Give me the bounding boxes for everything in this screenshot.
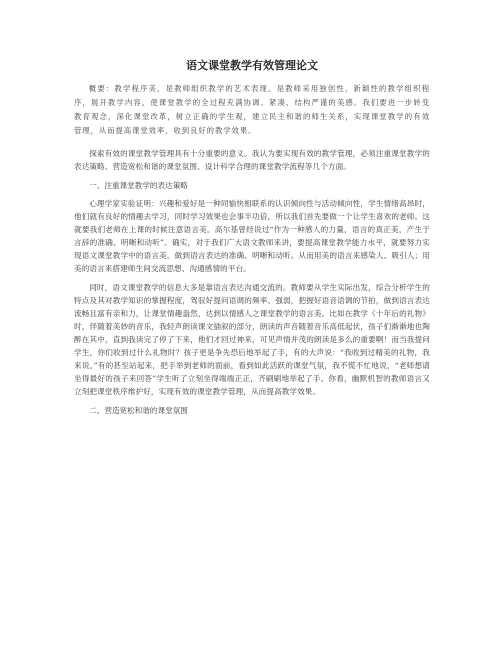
- document-title: 语文课堂教学有效管理论文: [186, 59, 318, 72]
- intro-paragraph: 探索有效的课堂教学管理具有十分重要的意义。我认为要实现有效的教学管理，必须注重课堂教学的表达策略、营造宽松和谐的课堂氛围、设计科学合理的课堂教学流程等几个方面。: [74, 149, 430, 171]
- section-heading-1: 一、注重课堂教学的表达策略: [89, 181, 188, 190]
- section-1-paragraph-1: 心理学家实验证明：兴趣和爱好是一种同愉快相联系的认识倾向性与活动倾向性，学生情绪高昂时，他们就有良好的情趣去学习，同时学习效果也会事半功倍，所以我们首先要做一个让学生喜欢的老师。这就要我们老师在上课的时候注意语言美。高尔基曾经说过“作为一种感人的力量，语言的真正美，产生于言辞的准确、明晰和动听”。确实，对于我们广大语文教师来讲，要提高课堂教学能力水平，就要努力实现语文课堂教学中的语言美。做到语言表达的准确、明晰和动听。从而用美的语言来感染人、吸引人；用美的语言来搭建师生间交流思想、沟通感情的平台。: [74, 199, 430, 273]
- abstract-paragraph: 概要：教学程序美，是教师组织教学的艺术表现。是教师采用独创性，新颖性的教学组织程序，展开教学内容，使课堂教学的全过程充满协调、紧凑、结构严谨的美感。我们要进一步转变教育观念，深化课堂改革，树立正确的学生观，建立民主和谐的师生关系，实现课堂教学的有效管理，从而提高课堂效率，收到良好的教学效果。: [74, 84, 430, 135]
- section-heading-2: 二、营造宽松和谐的课堂氛围: [89, 406, 188, 415]
- section-1-paragraph-2: 同时，语文课堂教学的信息大多是靠语言表达沟通交流的。教师要从学生实际出发，综合分析学生的特点及其对教学知识的掌握程度，驾驭好提问语调的频率、强弱，把握好语音语调的节拍，做到语言表达流畅且富有亲和力，让课堂情趣盎然，达到以情感人之课堂教学的语言美。比如在教学《十年后的礼物》时，伴随着美妙的音乐，我轻声朗读课文插叙的部分，朗读的声音随着音乐高低起伏，孩子们渐渐地也陶醉在其中，直到我读完了停了下来，他们才回过神来，可见声情并茂的朗读是多么的重要啊！而当我提问学生，你们收到过什么礼物时？孩子更是争先恐后地举起了手，有的大声说：“我收到过精美的礼物，我来说。”有的甚至站起来，把手举到老师的面前，看到如此活跃的课堂气氛，我不慌不忙地说，“老师想请坐得最好的孩子来回答”学生听了立刻坐得端端正正，齐刷刷地举起了手。你看，幽默机智的教师语言又立刻把课堂秩序维护好，实现有效的课堂教学管理，从而提高教学效果。: [74, 283, 430, 396]
